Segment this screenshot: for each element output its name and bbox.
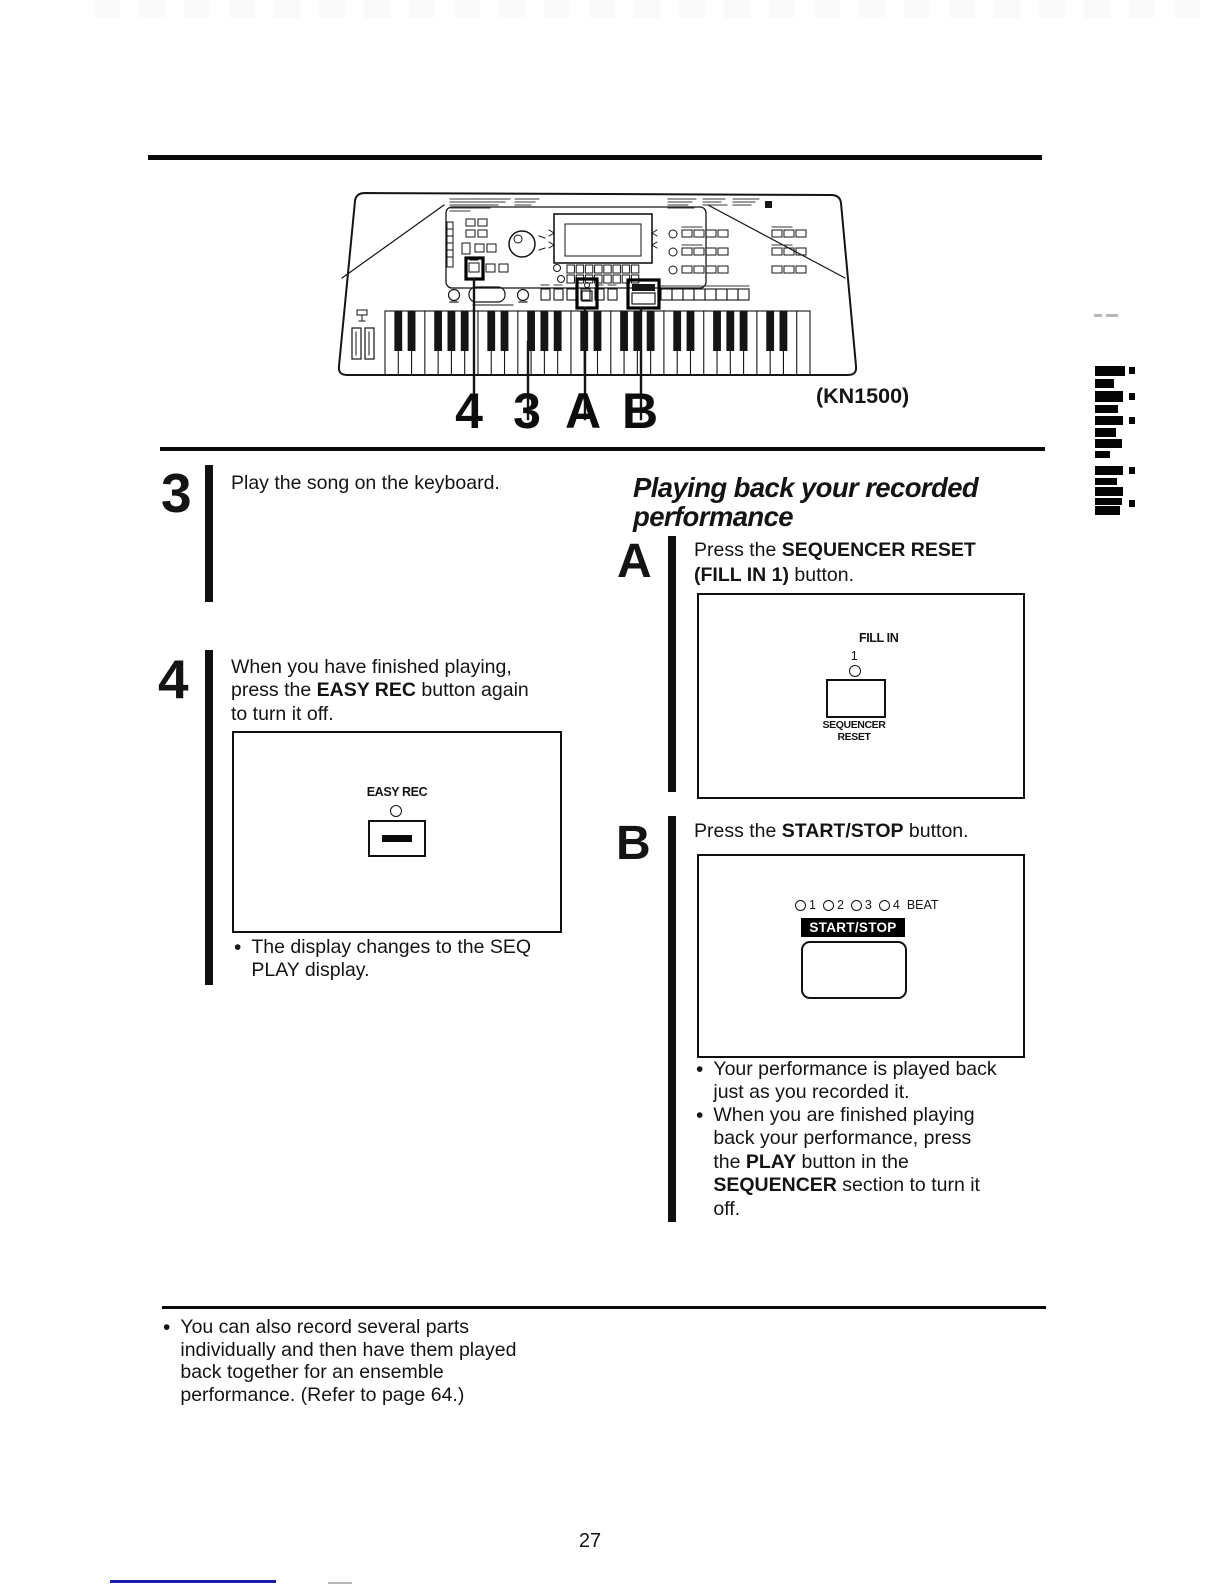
step-3-bar bbox=[205, 465, 213, 602]
note-bullet: • bbox=[696, 1058, 704, 1081]
start-stop-button bbox=[801, 941, 907, 999]
step-4-bar bbox=[205, 650, 213, 985]
fill-in-1-led bbox=[849, 665, 861, 677]
callout-label-3: 3 bbox=[513, 383, 541, 432]
note-bullet: • bbox=[696, 1104, 704, 1127]
panel-right-buttons bbox=[669, 227, 806, 274]
step-3-text: Play the song on the keyboard. bbox=[231, 472, 500, 494]
note-line: just as you recorded it. bbox=[713, 1081, 910, 1104]
note-line: PLAY display. bbox=[251, 959, 370, 982]
note-line: the PLAY button in the bbox=[713, 1150, 909, 1173]
top-rule bbox=[148, 155, 1042, 160]
keyboard-display bbox=[549, 214, 657, 263]
scan-noise-top bbox=[94, 0, 1214, 18]
start-stop-box bbox=[697, 854, 1025, 1058]
beat-indicator-row: 1 2 3 4 BEAT bbox=[795, 898, 939, 912]
mid-rule bbox=[160, 447, 1045, 451]
section-heading: Playing back your recorded performance bbox=[633, 472, 979, 532]
note-line: back together for an ensemble bbox=[180, 1361, 444, 1384]
easy-rec-label: EASY REC bbox=[366, 785, 428, 799]
playback-note-1 bbox=[696, 1058, 997, 1105]
note-line: You can also record several parts bbox=[180, 1316, 470, 1338]
step-4-line-1: When you have finished playing, bbox=[231, 656, 512, 678]
step-a-bar bbox=[668, 536, 676, 792]
beat-led-1 bbox=[795, 900, 806, 911]
easy-rec-button bbox=[368, 820, 426, 857]
easy-rec-box bbox=[232, 731, 562, 933]
step-a-line-2: (FILL IN 1) button. bbox=[694, 563, 855, 586]
callout-label-4: 4 bbox=[455, 383, 483, 432]
step-3-number: 3 bbox=[161, 462, 190, 524]
model-label: (KN1500) bbox=[816, 384, 910, 408]
keyboard-dial bbox=[509, 231, 545, 257]
seq-reset-box bbox=[697, 593, 1025, 799]
fill-in-label: FILL IN bbox=[859, 631, 899, 645]
seq-reset-label: SEQUENCER RESET bbox=[822, 719, 886, 743]
callout-label-a: A bbox=[564, 383, 602, 432]
note-line: SEQUENCER section to turn it bbox=[713, 1174, 980, 1197]
note-line: When you are finished playing bbox=[713, 1104, 975, 1126]
seq-reset-button bbox=[826, 679, 886, 718]
step-a-line-1: Press the SEQUENCER RESET bbox=[694, 539, 976, 561]
step-b-letter: B bbox=[616, 817, 651, 870]
start-stop-bar: START/STOP bbox=[801, 918, 905, 937]
note-line: off. bbox=[713, 1197, 741, 1220]
step-4-line-3: to turn it off. bbox=[231, 702, 334, 725]
step-4-number: 4 bbox=[158, 648, 187, 710]
beat-label: BEAT bbox=[906, 898, 939, 912]
bottom-rule bbox=[162, 1306, 1046, 1309]
beat-led-2 bbox=[823, 900, 834, 911]
playback-note-2 bbox=[696, 1104, 980, 1221]
step-b-text: Press the START/STOP button. bbox=[694, 820, 969, 842]
easy-rec-button-bar bbox=[382, 835, 412, 842]
easy-rec-led bbox=[390, 805, 402, 817]
note-bullet: • bbox=[234, 936, 242, 959]
note-line: Your performance is played back bbox=[713, 1058, 997, 1080]
step-a-text bbox=[694, 538, 976, 587]
footer-blue-line bbox=[110, 1580, 276, 1583]
note-line: The display changes to the SEQ bbox=[251, 936, 532, 958]
pitch-controls bbox=[352, 310, 374, 359]
note-line: performance. (Refer to page 64.) bbox=[180, 1383, 465, 1406]
footnote bbox=[163, 1316, 516, 1406]
fill-in-1-label: 1 bbox=[850, 649, 858, 663]
step-b-bar bbox=[668, 816, 676, 1222]
keyboard-keys bbox=[385, 311, 810, 375]
step-a-letter: A bbox=[617, 535, 652, 588]
beat-led-3 bbox=[851, 900, 862, 911]
page-number: 27 bbox=[578, 1530, 602, 1552]
step-4-line-2: press the EASY REC button again bbox=[231, 679, 529, 702]
note-line: individually and then have them played bbox=[180, 1338, 517, 1361]
note-line: back your performance, press bbox=[713, 1127, 972, 1150]
note-bullet: • bbox=[163, 1316, 171, 1339]
step-4-text bbox=[231, 656, 529, 726]
panel-print-blocks bbox=[450, 199, 759, 211]
callout-label-b: B bbox=[621, 383, 659, 432]
keyboard-figure bbox=[323, 182, 863, 432]
beat-led-4 bbox=[879, 900, 890, 911]
seq-play-note bbox=[234, 936, 531, 983]
